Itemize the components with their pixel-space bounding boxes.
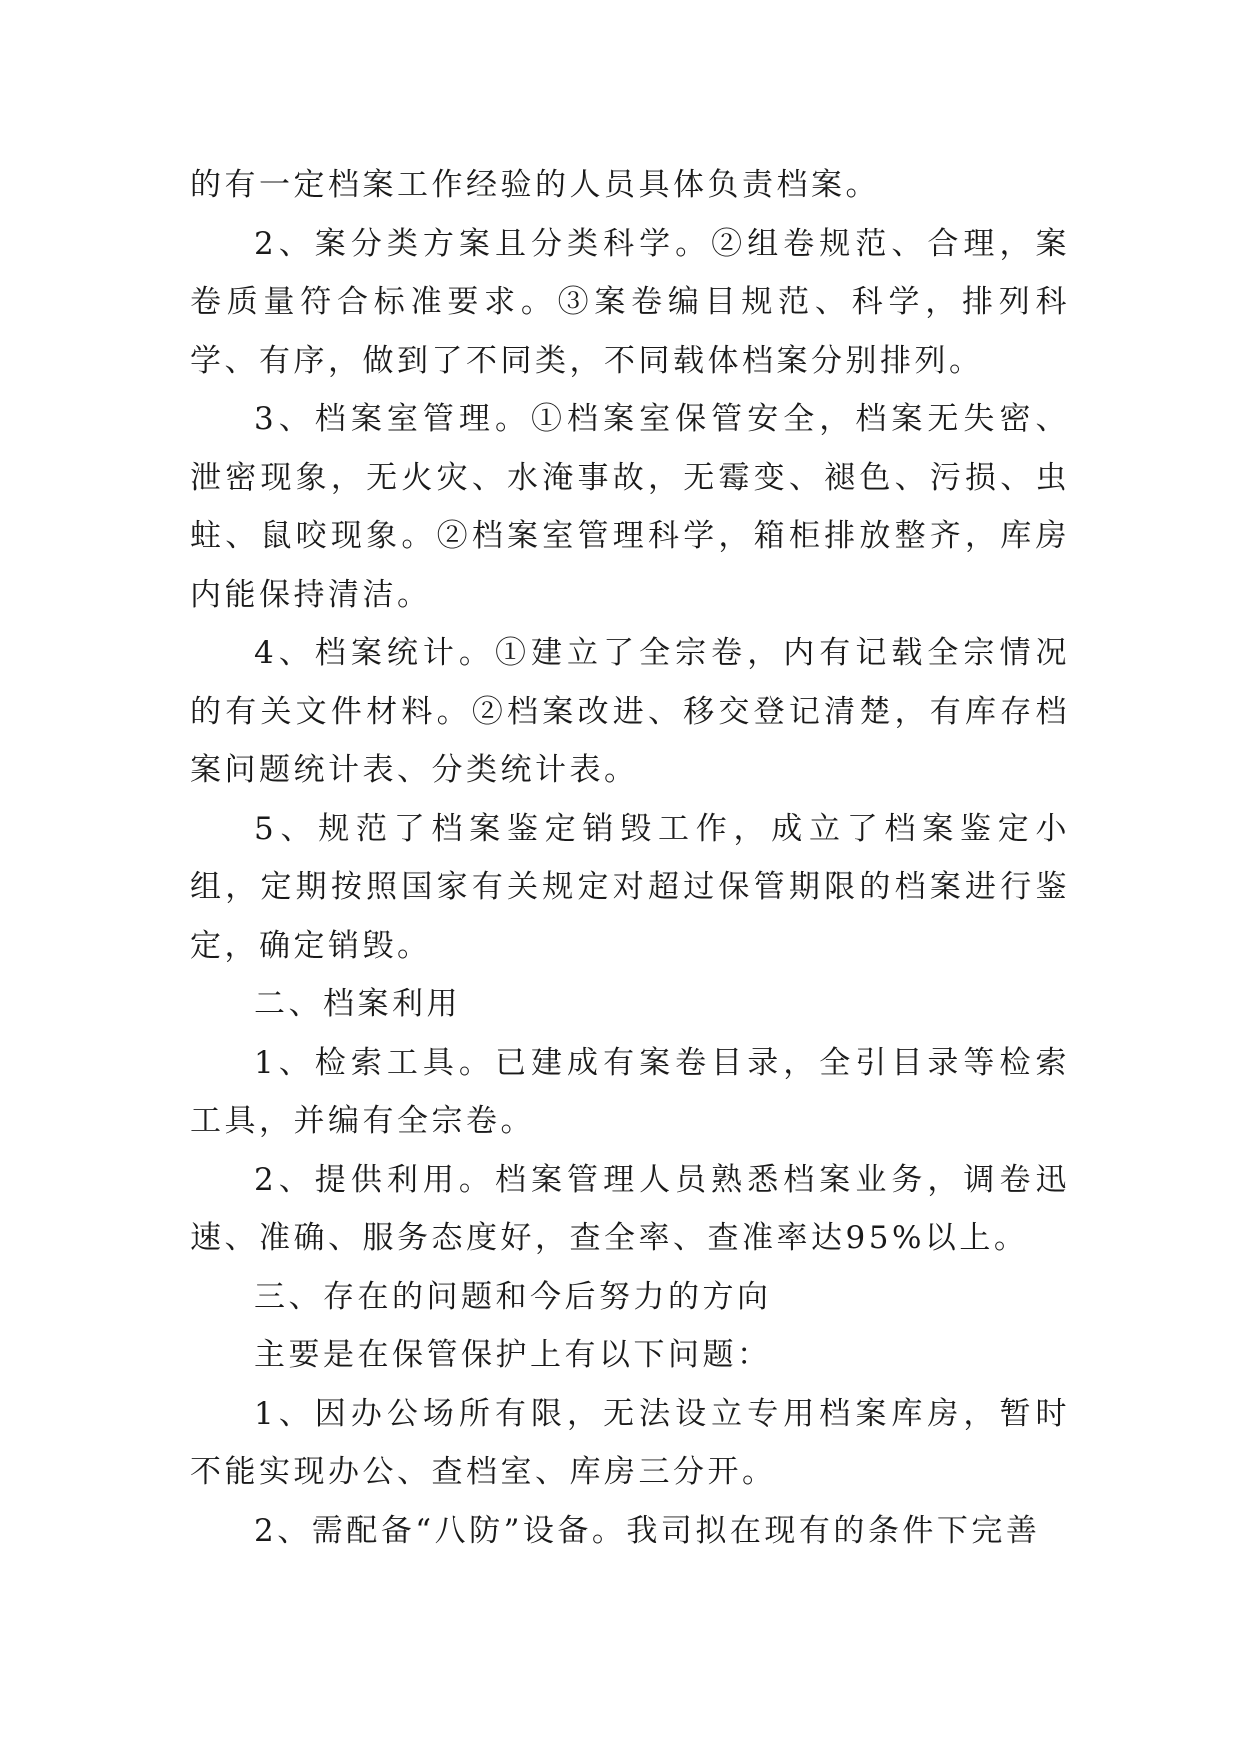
paragraph-3: 3、档案室管理。①档案室保管安全，档案无失密、泄密现象，无火灾、水淹事故，无霉变、褪色、污损、虫蛀、鼠咬现象。②档案室管理科学，箱柜排放整齐，库房内能保持清洁。 bbox=[190, 401, 1070, 613]
paragraph-1: 的有一定档案工作经验的人员具体负责档案。 bbox=[190, 167, 880, 203]
paragraph-11: 1、因办公场所有限，无法设立专用档案库房，暂时不能实现办公、查档室、库房三分开。 bbox=[190, 1395, 1070, 1490]
section-heading-archive-use: 二、档案利用 bbox=[254, 986, 461, 1022]
document-body bbox=[190, 156, 1070, 1560]
section-heading-problems: 三、存在的问题和今后努力的方向 bbox=[254, 1278, 772, 1315]
paragraph-10: 主要是在保管保护上有以下问题： bbox=[254, 1337, 772, 1373]
paragraph-8: 2、提供利用。档案管理人员熟悉档案业务，调卷迅速、准确、服务态度好，查全率、查准率达95%以上。 bbox=[190, 1161, 1070, 1256]
paragraph-4: 4、档案统计。①建立了全宗卷，内有记载全宗情况的有关文件材料。②档案改进、移交登记清楚，有库存档案问题统计表、分类统计表。 bbox=[190, 635, 1070, 788]
paragraph-7: 1、检索工具。已建成有案卷目录，全引目录等检索工具，并编有全宗卷。 bbox=[190, 1044, 1070, 1139]
paragraph-2: 2、案分类方案且分类科学。②组卷规范、合理，案卷质量符合标准要求。③案卷编目规范、科学，排列科学、有序，做到了不同类，不同载体档案分别排列。 bbox=[190, 225, 1070, 379]
paragraph-5: 5、规范了档案鉴定销毁工作，成立了档案鉴定小组，定期按照国家有关规定对超过保管期限的档案进行鉴定，确定销毁。 bbox=[190, 810, 1070, 964]
paragraph-12: 2、需配备“八防”设备。我司拟在现有的条件下完善 bbox=[254, 1512, 1041, 1549]
